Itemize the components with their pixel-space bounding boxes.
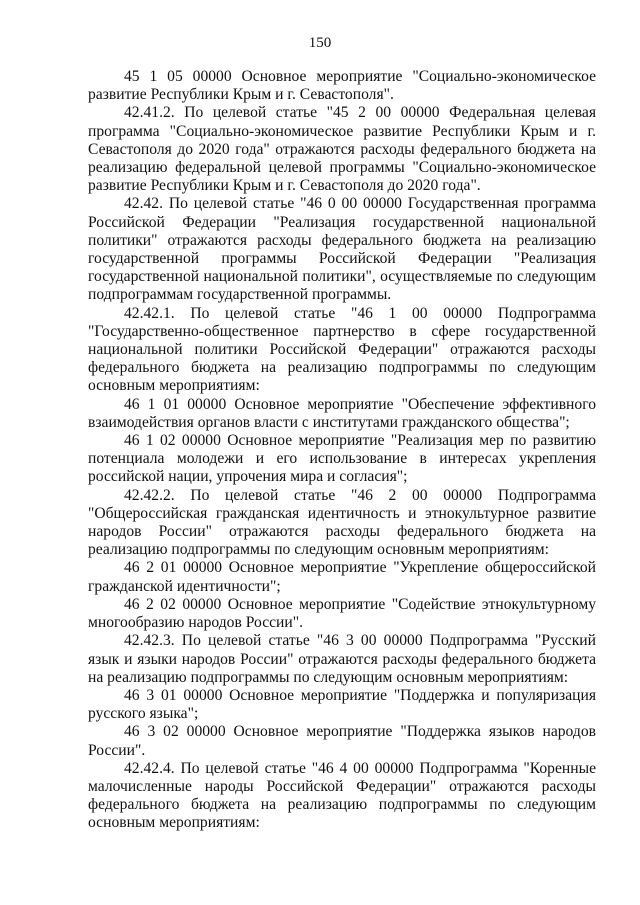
document-body	[88, 68, 596, 833]
paragraph-1: 45 1 05 00000 Основное мероприятие "Социально-экономическое развитие Республики Крым и г. Севастополя".	[88, 68, 596, 104]
paragraph-9: 46 2 02 00000 Основное мероприятие "Содействие этнокультурному многообразию народов России".	[88, 595, 596, 632]
paragraph-5: 46 1 01 00000 Основное мероприятие "Обеспечение эффективного взаимодействия органов власти с институтами гражданского общества";	[88, 395, 596, 431]
paragraph-13: 42.42.4. По целевой статье "46 4 00 00000 Подпрограмма "Коренные малочисленные народы Российской Федерации" отражаются расходы федерального бюджета на реализацию подпрограммы по следующим основным мероприятиям:	[88, 759, 596, 832]
paragraph-11: 46 3 01 00000 Основное мероприятие "Поддержка и популяризация русского языка";	[88, 686, 596, 723]
paragraph-6: 46 1 02 00000 Основное мероприятие "Реализация мер по развитию потенциала молодежи и его использование в интересах укрепления российской нации, упрочения мира и согласия";	[88, 432, 596, 486]
paragraph-7: 42.42.2. По целевой статье "46 2 00 00000 Подпрограмма "Общероссийская гражданская идентичность и этнокультурное развитие народов России" отражаются расходы федерального бюджета на реализацию подпрограммы по следующим основным мероприятиям:	[88, 486, 596, 559]
paragraph-3: 42.42. По целевой статье "46 0 00 00000 Государственная программа Российской Федерации "Реализация государственной национальной политики" отражаются расходы федерального бюджета на реализацию государственной программы Российской Федерации "Реализация государственной национальной политики", осуществляемые по следующим подпрограммам государственной программы.	[88, 195, 596, 304]
page-number: 150	[308, 35, 332, 51]
paragraph-4: 42.42.1. По целевой статье "46 1 00 00000 Подпрограмма "Государственно-общественное партнерство в сфере государственной национальной политики Российской Федерации" отражаются расходы федерального бюджета на реализацию подпрограммы по следующим основным мероприятиям:	[88, 304, 596, 395]
paragraph-8: 46 2 01 00000 Основное мероприятие "Укрепление общероссийской гражданской идентичности";	[88, 559, 596, 595]
paragraph-2: 42.41.2. По целевой статье "45 2 00 00000 Федеральная целевая программа "Социально-экономическое развитие Республики Крым и г. Севастополя до 2020 года" отражаются расходы федерального бюджета на реализацию федеральной целевой программы "Социально-экономическое развитие Республики Крым и г. Севастополя до 2020 года".	[88, 104, 596, 195]
paragraph-12: 46 3 02 00000 Основное мероприятие "Поддержка языков народов России".	[88, 723, 596, 759]
paragraph-10: 42.42.3. По целевой статье "46 3 00 00000 Подпрограмма "Русский язык и языки народов России" отражаются расходы федерального бюджета на реализацию подпрограммы по следующим основным мероприятиям:	[88, 632, 596, 686]
